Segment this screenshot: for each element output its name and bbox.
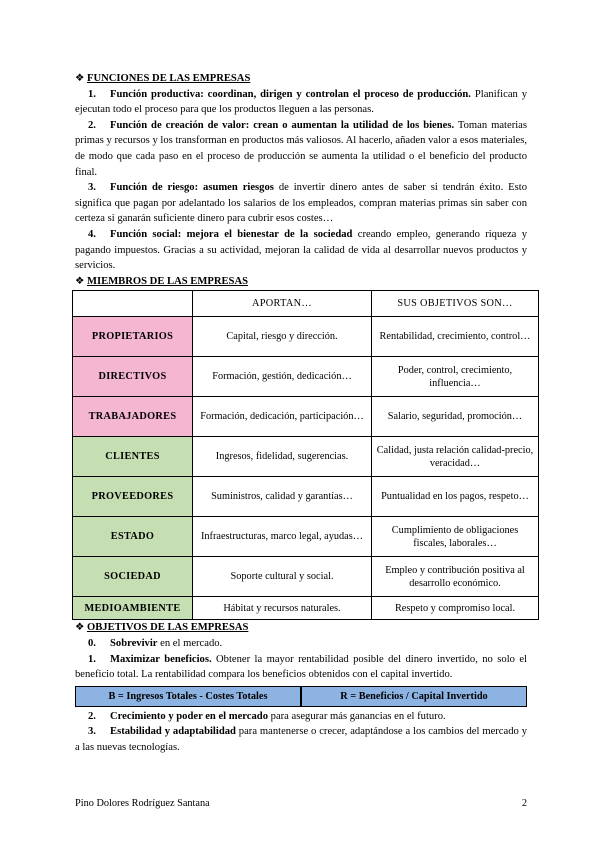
beneficio-formula: B = Ingresos Totales - Costes Totales — [75, 686, 301, 707]
aportan-cell: Ingresos, fidelidad, sugerencias. — [193, 437, 372, 477]
table-header-empty — [73, 291, 193, 317]
item-bold-text: Crecimiento y poder en el mercado — [110, 710, 268, 722]
table-row — [73, 357, 539, 397]
item-bold-text: Función de creación de valor: crean o aumentan la utilidad de los bienes. — [110, 119, 455, 131]
section-heading-miembros — [75, 274, 527, 290]
table-row — [73, 517, 539, 557]
item-number: 4. — [88, 228, 96, 240]
objetivo-item — [75, 652, 527, 683]
objetivos-cell: Calidad, justa relación calidad-precio, veracidad… — [372, 437, 539, 477]
objetivo-item — [75, 636, 527, 652]
objetivo-item — [75, 724, 527, 755]
aportan-cell: Hábitat y recursos naturales. — [193, 597, 372, 620]
section-heading-funciones — [75, 71, 527, 87]
aportan-cell: Suministros, calidad y garantías… — [193, 477, 372, 517]
item-text: en el mercado. — [157, 637, 223, 649]
table-row — [73, 557, 539, 597]
item-number: 2. — [88, 119, 96, 131]
item-text: Planifican y ejecutan todo el proceso para que los productos lleguen a las personas. — [75, 88, 528, 116]
miembros-table — [72, 290, 539, 620]
table-row — [73, 477, 539, 517]
objetivos-cell: Poder, control, crecimiento, influencia… — [372, 357, 539, 397]
item-number: 3. — [88, 726, 96, 738]
objetivos-cell: Respeto y compromiso local. — [372, 597, 539, 620]
table-row — [73, 597, 539, 620]
item-number: 1. — [88, 653, 96, 665]
item-text: Toman materias primas y recursos y los transforman en productos más valiosos. Al hacerlo, añaden valor a esos materiales, de modo que cada paso en el proceso de producción se aumenta la utilidad o el beneficio del producto final. — [75, 119, 527, 178]
aportan-cell: Formación, dedicación, participación… — [193, 397, 372, 437]
diamond-bullet-icon: ❖ — [75, 275, 85, 287]
item-number: 0. — [88, 637, 96, 649]
footer-author: Pino Dolores Rodríguez Santana — [75, 798, 210, 809]
item-bold-text: Maximizar beneficios. — [110, 653, 212, 665]
funcion-item — [75, 180, 527, 227]
item-text: para mantenerse o crecer, adaptándose a los cambios del mercado y a las nuevas tecnologías. — [75, 726, 527, 753]
item-text: creando empleo, generando riqueza y pagando impuestos. Gracias a su actividad, mejoran la calidad de vida al desarrollar nuevos productos y servicios. — [75, 228, 528, 272]
objetivos-cell: Puntualidad en los pagos, respeto… — [372, 477, 539, 517]
role-cell: DIRECTIVOS — [73, 357, 193, 397]
aportan-cell: Capital, riesgo y dirección. — [193, 317, 372, 357]
page-content — [75, 71, 534, 755]
role-cell: CLIENTES — [73, 437, 193, 477]
objetivos-cell: Rentabilidad, crecimiento, control… — [372, 317, 539, 357]
role-cell: TRABAJADORES — [73, 397, 193, 437]
formula-box — [75, 686, 527, 707]
funcion-item — [75, 87, 527, 118]
role-cell: SOCIEDAD — [73, 557, 193, 597]
role-cell: ESTADO — [73, 517, 193, 557]
item-bold-text: Función productiva: coordinan, dirigen y controlan el proceso de producción. — [110, 88, 471, 100]
item-number: 1. — [88, 88, 96, 100]
table-header-aportan: APORTAN… — [193, 291, 372, 317]
role-cell: PROPIETARIOS — [73, 317, 193, 357]
objetivos-cell: Salario, seguridad, promoción… — [372, 397, 539, 437]
role-cell: PROVEEDORES — [73, 477, 193, 517]
table-row — [73, 397, 539, 437]
table-header-objetivos: SUS OBJETIVOS SON… — [372, 291, 539, 317]
table-row — [73, 317, 539, 357]
item-number: 3. — [88, 182, 96, 194]
item-bold-text: Función de riesgo: asumen riesgos — [110, 182, 274, 194]
section-title: MIEMBROS DE LAS EMPRESAS — [87, 275, 248, 287]
objetivo-item — [75, 709, 527, 725]
item-text: Obtener la mayor rentabilidad posible del dinero invertido, no solo el beneficio total. La rentabilidad compara los beneficios obtenidos con el capital invertido. — [75, 653, 527, 681]
section-title: FUNCIONES DE LAS EMPRESAS — [87, 73, 251, 84]
item-bold-text: Sobrevivir — [110, 637, 158, 649]
table-header-row — [73, 291, 539, 317]
item-number: 2. — [88, 710, 96, 722]
table-row — [73, 437, 539, 477]
aportan-cell: Formación, gestión, dedicación… — [193, 357, 372, 397]
diamond-bullet-icon: ❖ — [75, 622, 85, 634]
item-bold-text: Función social: mejora el bienestar de la sociedad — [110, 228, 353, 240]
objetivos-cell: Cumplimiento de obligaciones fiscales, laborales… — [372, 517, 539, 557]
item-bold-text: Estabilidad y adaptabilidad — [110, 726, 236, 738]
funcion-item — [75, 118, 527, 180]
section-title: OBJETIVOS DE LAS EMPRESAS — [87, 622, 249, 634]
role-cell: MEDIOAMBIENTE — [73, 597, 193, 620]
funcion-item — [75, 227, 527, 274]
aportan-cell: Soporte cultural y social. — [193, 557, 372, 597]
item-text: de invertir dinero antes de saber si tendrán éxito. Esto significa que pagan por adelantado los salarios de los empleados, compran materias primas sin saber con certeza si ganarán suficiente dinero para cubrir esos costes… — [75, 182, 527, 225]
item-text: para asegurar más ganancias en el futuro. — [268, 710, 446, 722]
page-number: 2 — [521, 798, 527, 809]
aportan-cell: Infraestructuras, marco legal, ayudas… — [193, 517, 372, 557]
section-heading-objetivos — [75, 620, 527, 636]
rentabilidad-formula: R = Beneficios / Capital Invertido — [301, 686, 527, 707]
diamond-bullet-icon: ❖ — [75, 73, 85, 84]
objetivos-cell: Empleo y contribución positiva al desarrollo económico. — [372, 557, 539, 597]
page-footer — [75, 798, 527, 809]
